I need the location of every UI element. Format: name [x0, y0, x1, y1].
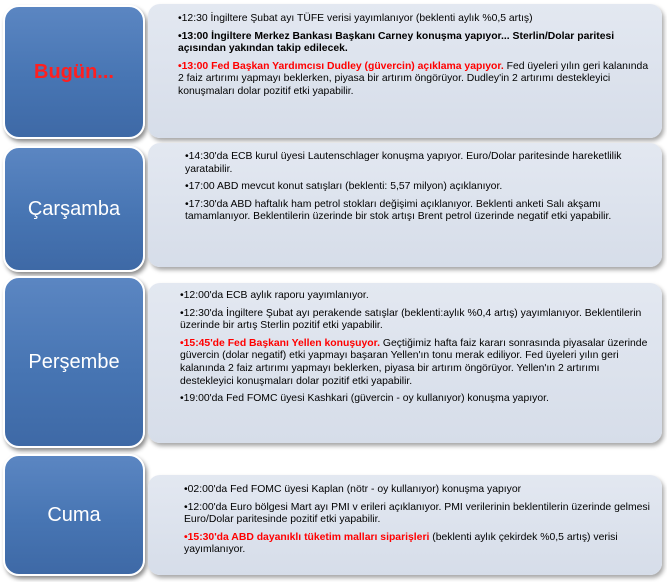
day-label-text: Çarşamba	[27, 197, 121, 220]
event-item: •12:00'da ECB aylık raporu yayımlanıyor.	[180, 290, 369, 301]
event-highlight: •15:30'da ABD dayanıklı tüketim malları siparişleri	[184, 531, 430, 543]
event-item: •13:00 Fed Başkan Yardımcısı Dudley (güvercin) açıklama yapıyor. Fed üyeleri yılın geri kalanında 2 faiz artırımı yapmayı beklerken, piyasa bir artırım öngörüyor. Dudley'in 2 artırımı destekleyici konuşmaları dolar pozitif etki yapabilir.	[178, 60, 649, 97]
event-item: •19:00'da Fed FOMC üyesi Kashkari (güvercin - oy kullanıyor) konuşma yapıyor.	[180, 393, 549, 405]
event-box-today	[148, 4, 662, 138]
day-label-today	[3, 5, 145, 139]
day-label-text: Cuma	[47, 503, 101, 526]
event-highlight: •15:45'de Fed Başkanı Yellen konuşuyor.	[180, 337, 380, 349]
day-label-thursday	[3, 276, 145, 448]
event-box-wednesday	[148, 143, 662, 267]
event-item: •12:00'da Euro bölgesi Mart ayı PMI v erileri açıklanıyor. PMI verilerinin beklentilerin üzerinde gelmesi Euro/Dolar paritesinde pozitif etki yapabilir.	[184, 501, 650, 526]
day-label-text: Bugün...	[34, 60, 114, 83]
event-item: •17:00 ABD mevcut konut satışları (beklenti: 5,57 milyon) açıklanıyor.	[185, 181, 503, 193]
event-item: •15:45'de Fed Başkanı Yellen konuşuyor. Geçtiğimiz hafta faiz kararı sonrasında piyasalar üzerinde güvercin (dolar negatif) etki yapmayı başaran Yellen'ın tonu merak ediliyor. Fed üyeleri yılın geri kalanında 2 faiz artırımı yapmayı beklerken, piyasa bir artırım öngörüyor. Yellen'ın 2 artırımı destekleyici konuşmaları dolar pozitif etki yapabilir.	[180, 337, 648, 387]
event-item: •14:30'da ECB kurul üyesi Lautenschlager konuşma yapıyor. Euro/Dolar paritesinde hareketlilik yaratabilir.	[185, 151, 622, 175]
day-label-wednesday	[3, 146, 145, 272]
event-box-thursday	[148, 283, 662, 443]
day-label-text: Perşembe	[28, 350, 120, 373]
event-item: •13:00 İngiltere Merkez Bankası Başkanı Carney konuşma yapıyor... Sterlin/Dolar paritesi açısından yakından takip edilecek.	[178, 30, 615, 55]
event-box-friday	[148, 475, 662, 575]
event-item: •12:30 İngiltere Şubat ayı TÜFE verisi yayımlanıyor (beklenti aylık %0,5 artış)	[178, 13, 533, 24]
day-label-friday	[3, 454, 145, 576]
event-item: •15:30'da ABD dayanıklı tüketim malları siparişleri (beklenti aylık çekirdek %0,5 artış) verisi yayımlanıyor.	[184, 531, 618, 556]
event-item: •17:30'da ABD haftalık ham petrol stokları değişimi açıklanıyor. Beklenti anketi Salı akşamı tamamlanıyor. Beklentilerin üzerinde bir stok artışı Brent petrol üzerinde negatif etki yapabilir.	[185, 198, 612, 223]
event-item: •12:30'da İngiltere Şubat ayı perakende satışlar (beklenti:aylık %0,4 artış) yayımlanıyor. Beklentilerin üzerinde bir artış Sterlin pozitif etki yapabilir.	[180, 307, 642, 332]
event-highlight: •13:00 Fed Başkan Yardımcısı Dudley (güvercin) açıklama yapıyor.	[178, 60, 504, 72]
event-item: •02:00'da Fed FOMC üyesi Kaplan (nötr - oy kullanıyor) konuşma yapıyor	[184, 484, 522, 495]
